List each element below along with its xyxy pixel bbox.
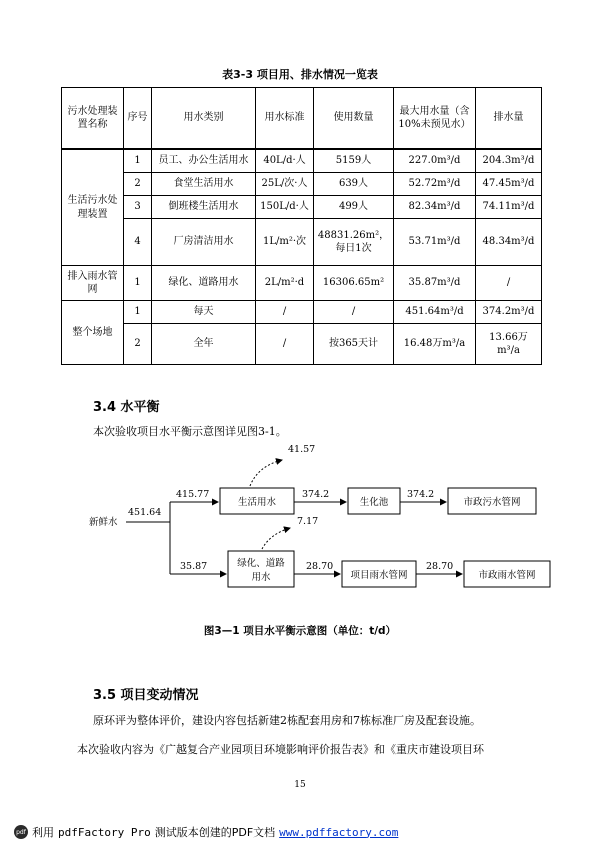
- table-cell: 13.66万m³/a: [476, 324, 542, 365]
- flow-label-rain-out: 28.70: [426, 561, 454, 572]
- section-heading-project-changes: 3.5 项目变动情况: [93, 688, 199, 703]
- table-cell: 74.11m³/d: [476, 196, 542, 219]
- table-cell: 150L/d·人: [256, 196, 314, 219]
- table-cell: 2L/m²·d: [256, 266, 314, 301]
- page-number: 15: [294, 780, 306, 790]
- table-row: [62, 149, 542, 173]
- table-cell: 82.34m³/d: [394, 196, 476, 219]
- box-green-label-2: 用水: [251, 572, 271, 583]
- flow-label-green-out: 28.70: [306, 561, 334, 572]
- group-cell: 排入雨水管网: [62, 266, 124, 301]
- table-cell: 35.87m³/d: [394, 266, 476, 301]
- table-cell: 451.64m³/d: [394, 301, 476, 324]
- footer-url-link[interactable]: www.pdffactory.com: [279, 825, 399, 839]
- footer-product: pdfFactory Pro: [58, 825, 151, 839]
- table-cell: 40L/d·人: [256, 149, 314, 173]
- table-cell: 47.45m³/d: [476, 173, 542, 196]
- table-cell: 1: [124, 266, 152, 301]
- group-cell: 整个场地: [62, 301, 124, 365]
- table-cell: 52.72m³/d: [394, 173, 476, 196]
- flow-label-domestic-out: 374.2: [302, 489, 330, 500]
- table-cell: /: [476, 266, 542, 301]
- header-cell: 用水标准: [256, 88, 314, 150]
- loss-label-greening: 7.17: [297, 516, 319, 527]
- table-cell: 227.0m³/d: [394, 149, 476, 173]
- table-cell: 204.3m³/d: [476, 149, 542, 173]
- section-heading-water-balance: 3.4 水平衡: [93, 400, 160, 415]
- box-domestic-label: 生活用水: [237, 497, 277, 508]
- table-cell: 3: [124, 196, 152, 219]
- header-cell: 用水类别: [152, 88, 256, 150]
- project-changes-para-2: 本次验收内容为《广越复合产业园项目环境影响评价报告表》和《重庆市建设项目环: [77, 743, 484, 756]
- header-cell: 序号: [124, 88, 152, 150]
- box-project-rain-label: 项目雨水管网: [350, 570, 408, 581]
- table-cell: 5159人: [314, 149, 394, 173]
- table-cell: 2: [124, 173, 152, 196]
- table-row: [62, 173, 542, 196]
- table-cell: /: [314, 301, 394, 324]
- loss-label-domestic: 41.57: [288, 444, 316, 455]
- table-cell: 639人: [314, 173, 394, 196]
- table-cell: 374.2m³/d: [476, 301, 542, 324]
- pdffactory-logo-icon: pdf: [14, 825, 28, 839]
- table-cell: 全年: [152, 324, 256, 365]
- figure-caption: 图3—1 项目水平衡示意图（单位：t/d）: [203, 625, 397, 637]
- table-cell: 2: [124, 324, 152, 365]
- table-cell: 倒班楼生活用水: [152, 196, 256, 219]
- project-changes-para-1: 原环评为整体评价，建设内容包括新建2栋配套用房和7栋标准厂房及配套设施。: [93, 714, 481, 727]
- table-row: [62, 324, 542, 365]
- water-balance-diagram: [0, 440, 600, 590]
- source-label: 新鲜水: [89, 517, 118, 528]
- footer-middle: 测试版本创建的PDF文档: [154, 826, 276, 839]
- table-cell: 1: [124, 149, 152, 173]
- table-cell: 25L/次·人: [256, 173, 314, 196]
- header-cell: 最大用水量（含10%未预见水）: [394, 88, 476, 150]
- table-row: [62, 266, 542, 301]
- water-usage-table: [61, 87, 542, 365]
- header-cell: 使用数量: [314, 88, 394, 150]
- flow-label-total: 451.64: [128, 507, 162, 518]
- table-row: [62, 301, 542, 324]
- box-biochem-label: 生化池: [359, 497, 389, 508]
- table-cell: 48.34m³/d: [476, 219, 542, 266]
- table-cell: 53.71m³/d: [394, 219, 476, 266]
- table-cell: 每天: [152, 301, 256, 324]
- table-cell: 16306.65m²: [314, 266, 394, 301]
- table-row: [62, 219, 542, 266]
- flow-label-bottom: 35.87: [180, 561, 208, 572]
- box-municipal-rain-label: 市政雨水管网: [478, 570, 536, 581]
- table-cell: 厂房清洁用水: [152, 219, 256, 266]
- pdffactory-footer: [14, 824, 398, 840]
- table-cell: 48831.26m²，每日1次: [314, 219, 394, 266]
- header-cell: 污水处理装置名称: [62, 88, 124, 150]
- flow-label-top: 415.77: [176, 489, 210, 500]
- table-cell: 员工、办公生活用水: [152, 149, 256, 173]
- table-row: [62, 196, 542, 219]
- table-cell: 按365天计: [314, 324, 394, 365]
- flow-label-biochem-out: 374.2: [407, 489, 435, 500]
- group-cell: 生活污水处理装置: [62, 149, 124, 266]
- loss-arrow-domestic: [250, 460, 282, 486]
- header-cell: 排水量: [476, 88, 542, 150]
- table-cell: 1: [124, 301, 152, 324]
- table-caption: 表3-3 项目用、排水情况一览表: [222, 68, 378, 81]
- footer-prefix: 利用: [32, 826, 54, 839]
- table-cell: 16.48万m³/a: [394, 324, 476, 365]
- table-cell: 绿化、道路用水: [152, 266, 256, 301]
- table-header-row: [62, 88, 542, 150]
- table-cell: /: [256, 324, 314, 365]
- box-green-label-1: 绿化、道路: [237, 558, 285, 569]
- table-cell: 499人: [314, 196, 394, 219]
- table-cell: 1L/m²·次: [256, 219, 314, 266]
- table-cell: 4: [124, 219, 152, 266]
- box-sewer-label: 市政污水管网: [463, 497, 521, 508]
- table-cell: /: [256, 301, 314, 324]
- loss-arrow-greening: [262, 528, 290, 549]
- water-balance-intro: 本次验收项目水平衡示意图详见图3-1。: [93, 425, 287, 438]
- table-cell: 食堂生活用水: [152, 173, 256, 196]
